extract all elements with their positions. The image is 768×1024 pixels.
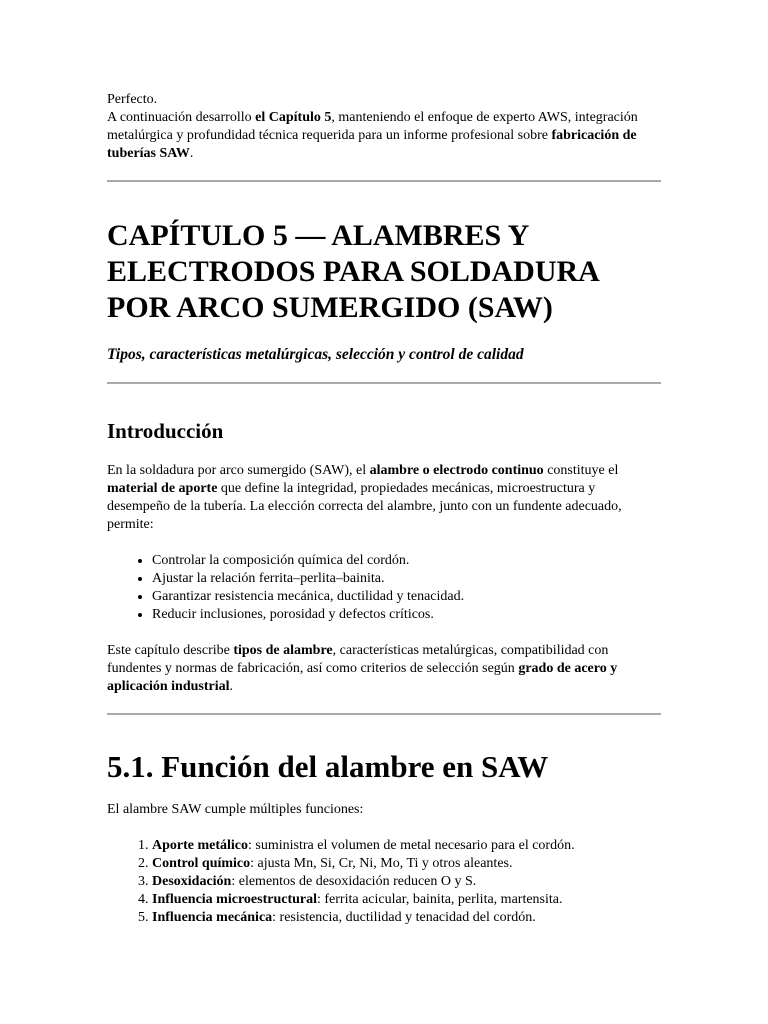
item-text: : ajusta Mn, Si, Cr, Ni, Mo, Ti y otros aleantes. [250, 856, 513, 871]
list-item [152, 855, 661, 873]
bold-term: Aporte metálico [152, 838, 249, 853]
bold-term: grado de acero y aplicación industrial [107, 661, 618, 694]
list-item: • Garantizar resistencia mecánica, ductilidad y tenacidad. [152, 588, 661, 606]
divider [107, 713, 661, 715]
section-5-1-lead: El alambre SAW cumple múltiples funciones: [107, 802, 364, 817]
introduccion-paragraph-2 [107, 642, 661, 696]
intro-paragraph [107, 109, 661, 163]
divider [107, 382, 661, 384]
bold-term: tipos de alambre [233, 643, 333, 658]
section-5-1-heading: 5.1. Función del alambre en SAW [107, 749, 549, 784]
bold-term: Desoxidación [152, 874, 232, 889]
bold-term: Influencia microestructural [152, 892, 317, 907]
bold-term: Control químico [152, 856, 251, 871]
chapter-subtitle: Tipos, características metalúrgicas, selección y control de calidad [107, 346, 524, 363]
item-text: : suministra el volumen de metal necesario para el cordón. [248, 838, 575, 853]
paragraph-text: , características metalúrgicas, compatibilidad con fundentes y normas de fabricación, así como criterios de selección según [107, 643, 609, 676]
introduccion-heading: Introducción [107, 419, 224, 443]
list-item: • Ajustar la relación ferrita–perlita–bainita. [152, 570, 661, 588]
paragraph-text: En la soldadura por arco sumergido (SAW), el [107, 463, 370, 478]
list-item [152, 873, 661, 891]
paragraph-text: . [229, 679, 234, 694]
divider [107, 180, 661, 182]
intro-text: . [189, 146, 194, 161]
list-item: • Controlar la composición química del cordón. [152, 552, 661, 570]
bold-term: material de aporte [107, 481, 218, 496]
paragraph-text: Este capítulo describe [107, 643, 234, 658]
paragraph-text: que define la integridad, propiedades mecánicas, microestructura y desempeño de la tubería. La elección correcta del alambre, junto con un fundente adecuado, permite: [107, 481, 622, 532]
intro-bold-chapter: el Capítulo 5 [255, 110, 332, 125]
chapter-title: CAPÍTULO 5 — ALAMBRES Y ELECTRODOS PARA SOLDADURA POR ARCO SUMERGIDO (SAW) [107, 219, 599, 324]
bold-term: Influencia mecánica [152, 910, 273, 925]
item-text: : ferrita acicular, bainita, perlita, martensita. [317, 892, 563, 907]
list-item [152, 891, 661, 909]
item-text: : elementos de desoxidación reducen O y S. [231, 874, 477, 889]
intro-greeting: Perfecto. [107, 92, 158, 107]
intro-bold-topic: fabricación de tuberías SAW [107, 128, 637, 161]
item-text: : resistencia, ductilidad y tenacidad del cordón. [272, 910, 536, 925]
bold-term: alambre o electrodo continuo [369, 463, 544, 478]
list-item: • Reducir inclusiones, porosidad y defectos críticos. [152, 606, 661, 624]
list-item [152, 909, 661, 927]
numbered-list [107, 837, 661, 927]
introduccion-paragraph-1 [107, 462, 661, 534]
intro-text: , manteniendo el enfoque de experto AWS, integración metalúrgica y profundidad técnica requerida para un informe profesional sobre [107, 110, 638, 143]
intro-text: A continuación desarrollo [107, 110, 256, 125]
document-page [107, 91, 661, 927]
paragraph-text: constituye el [543, 463, 619, 478]
bullet-list [107, 552, 661, 624]
list-item [152, 837, 661, 855]
